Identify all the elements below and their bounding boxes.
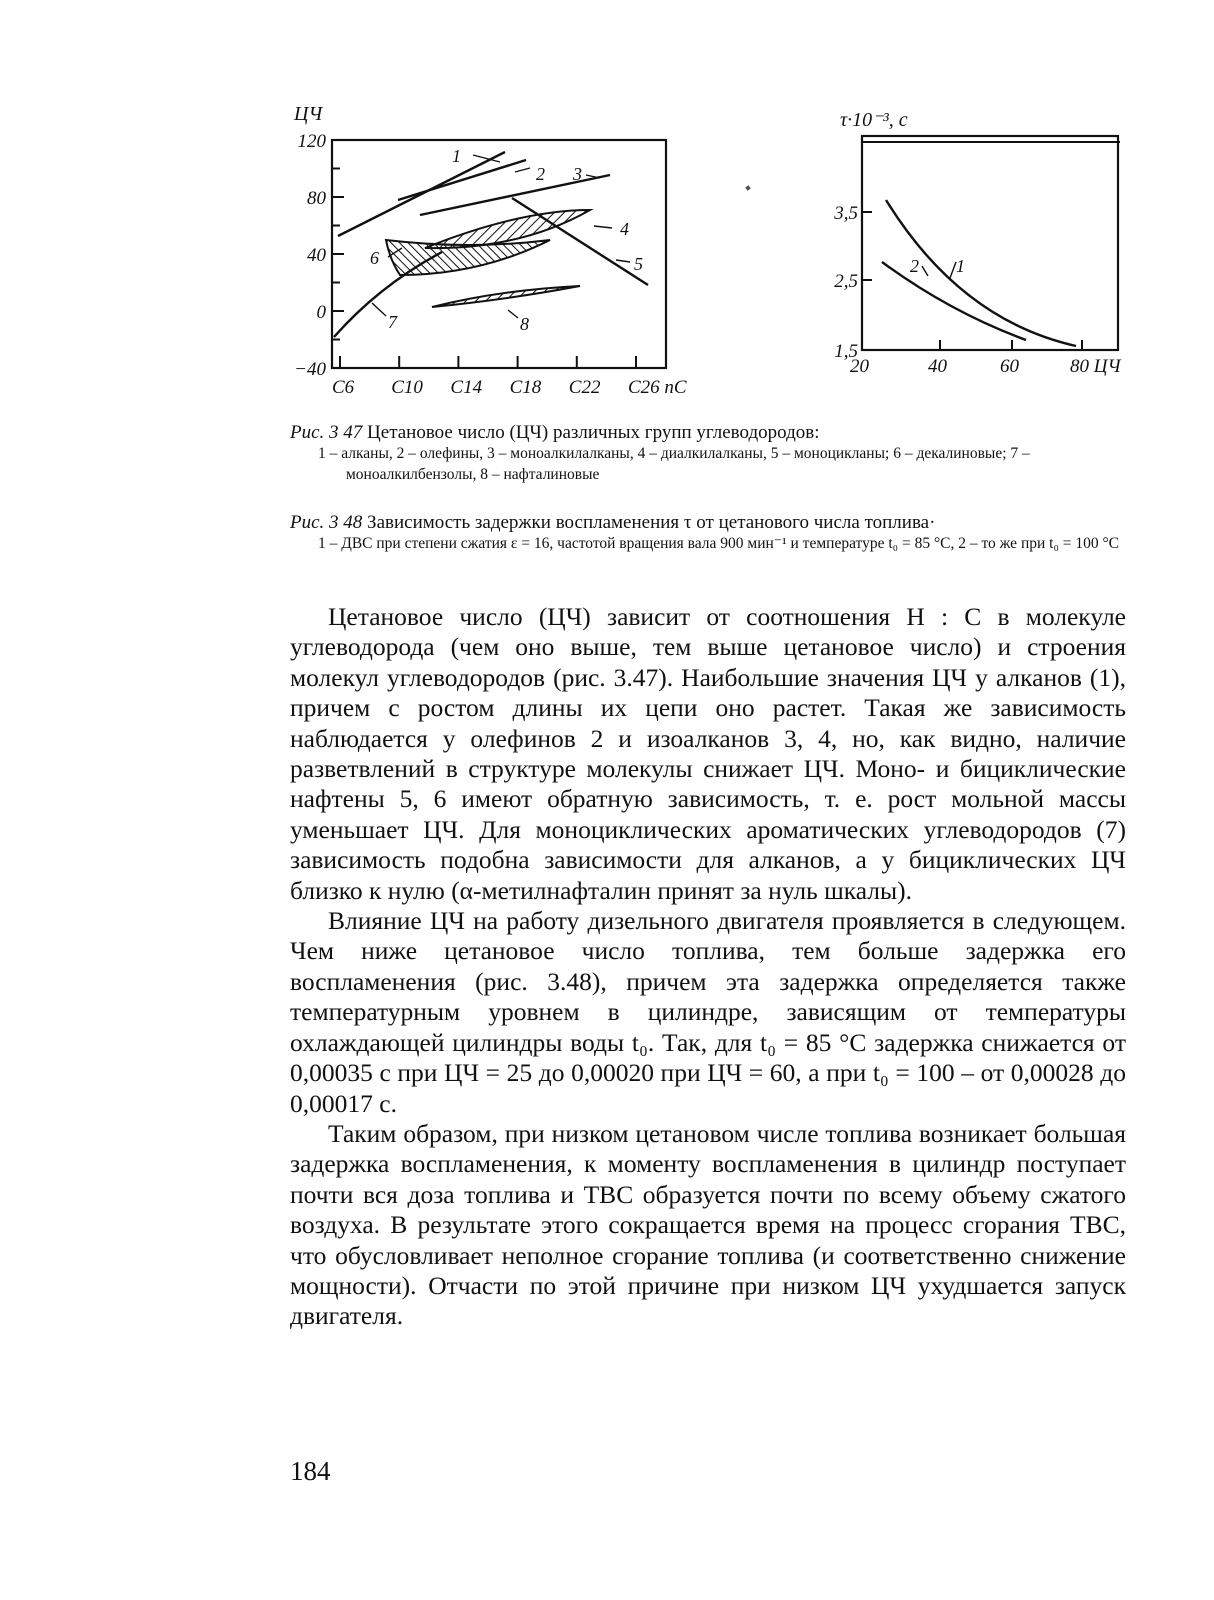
fig47-y-tick-label: 0	[316, 302, 326, 323]
fig47-curve-label-1: 1	[452, 146, 461, 166]
body-text	[290, 602, 1126, 1332]
caption-347-title: Цетановое число (ЦЧ) различных групп углеводородов:	[367, 422, 820, 443]
caption-fig-3-47	[290, 422, 1126, 485]
fig47-y-tick-label: 120	[297, 131, 326, 152]
fig47-y-tick-label: 80	[307, 188, 326, 209]
caption-348-label: Рис. 3 48	[290, 512, 363, 533]
fig48-curve-2	[882, 262, 1026, 340]
fig47-y-tick-label: −40	[294, 359, 326, 380]
fig47-y-tick-label: 40	[307, 245, 326, 266]
fig47-x-tick-label: C6	[332, 377, 355, 398]
fig47-x-tick-label: C14	[450, 377, 483, 398]
page-number: 184	[290, 1456, 331, 1486]
fig48-curve-label-1: 1	[956, 256, 965, 276]
figure-3-47	[290, 100, 690, 405]
fig48-leader-2	[922, 266, 928, 276]
fig48-curve-label-2: 2	[910, 256, 919, 276]
fig47-curve-label-7: 7	[388, 312, 397, 332]
paragraph-3: Таким образом, при низком цетановом числе топлива возникает большая задержка воспламенения, к моменту воспламенения в цилиндр поступает почти вся доза топлива и ТВС образуется почти по всему объему сжатого воздуха. В результате этого сокращается время на процесс сгорания ТВС, что обусловливает неполное сгорание топлива (и соответственно снижение мощности). Отчасти по этой причине при низком ЦЧ ухудшается запуск двигателя.	[290, 1118, 1126, 1331]
figure-3-47-chart	[290, 100, 690, 405]
fig47-band-8	[432, 286, 580, 307]
paragraph-2: Влияние ЦЧ на работу дизельного двигателя проявляется в следующем. Чем ниже цетановое число топлива, тем больше задержка его воспламенения (рис. 3.48), причем эта задержка определяется также температурным уровнем в цилиндре, зависящим от температуры охлаждающей цилиндры воды t₀. Так, для t₀ = 85 °С задержка снижается от 0,00035 с при ЦЧ = 25 до 0,00020 при ЦЧ = 60, а при t₀ = 100 – от 0,00028 до 0,00017 с.	[290, 906, 1126, 1118]
fig47-x-tick-label: C10	[391, 377, 423, 398]
fig47-leader-8	[508, 310, 518, 318]
fig47-leader-7	[372, 303, 386, 316]
fig48-frame	[862, 136, 1118, 350]
fig47-curve-2	[398, 160, 526, 200]
fig47-band-4	[425, 210, 590, 248]
scan-mark	[745, 185, 751, 191]
figure-3-48	[820, 100, 1130, 385]
fig48-y-tick-label: 3,5	[834, 203, 858, 224]
fig47-leader-2	[515, 168, 530, 172]
fig48-x-tick-label: 40	[928, 356, 947, 377]
caption-fig-3-48	[290, 512, 1126, 554]
fig47-x-tick-label: C26 nC	[628, 377, 687, 398]
fig48-y-tick-label: 2,5	[834, 271, 858, 292]
fig47-curve-label-8: 8	[520, 314, 529, 334]
fig48-x-tick-label: 60	[1000, 356, 1019, 377]
fig48-x-tick-label: 80 ЦЧ	[1070, 356, 1121, 377]
fig47-curve-1	[338, 152, 505, 236]
fig47-curve-label-4: 4	[620, 219, 629, 239]
caption-348-legend: 1 – ДВС при степени сжатия ε = 16, частотой вращения вала 900 мин⁻¹ и температуре t₀ = 85 °С, 2 – то же при t₀ = 100 °С	[318, 535, 1120, 552]
fig47-y-axis-label: ЦЧ	[294, 103, 323, 125]
fig47-curve-label-2: 2	[536, 164, 545, 184]
fig47-leader-4	[594, 226, 612, 228]
caption-348-title: Зависимость задержки воспламенения τ от цетанового числа топлива·	[367, 512, 936, 533]
fig47-x-tick-label: C22	[568, 377, 601, 398]
fig47-curve-label-5: 5	[634, 254, 643, 274]
fig47-x-tick-label: C18	[509, 377, 542, 398]
fig48-y-axis-label: τ·10⁻³, с	[840, 109, 908, 131]
fig47-leader-5	[616, 260, 630, 262]
fig47-curve-label-3: 3	[573, 164, 582, 184]
figure-3-48-chart	[820, 100, 1130, 385]
fig47-curve-label-6: 6	[370, 248, 379, 268]
fig48-x-tick-label: 20	[850, 356, 869, 377]
caption-347-label: Рис. 3 47	[290, 422, 363, 443]
caption-347-legend: 1 – алканы, 2 – олефины, 3 – моноалкилалканы, 4 – диалкилалканы, 5 – моноцикланы; 6 – декалиновые; 7 – моноалкилбензолы, 8 – нафталиновые	[318, 445, 1030, 483]
paragraph-1: Цетановое число (ЦЧ) зависит от соотношения Н : С в молекуле углеводорода (чем оно выше, тем выше цетановое число) и строения молекул углеводородов (рис. 3.47). Наибольшие значения ЦЧ у алканов (1), причем с ростом длины их цепи оно растет. Такая же зависимость наблюдается у олефинов 2 и изоалканов 3, 4, но, как видно, наличие разветвлений в структуре молекулы снижает ЦЧ. Моно- и бициклические нафтены 5, 6 имеют обратную зависимость, т. е. рост мольной массы уменьшает ЦЧ. Для моноциклических ароматических углеводородов (7) зависимость подобна зависимости для алканов, а у бициклических ЦЧ близко к нулю (α-метилнафталин принят за нуль шкалы).	[290, 602, 1126, 905]
fig48-y-tick-label: 1,5	[834, 341, 858, 362]
